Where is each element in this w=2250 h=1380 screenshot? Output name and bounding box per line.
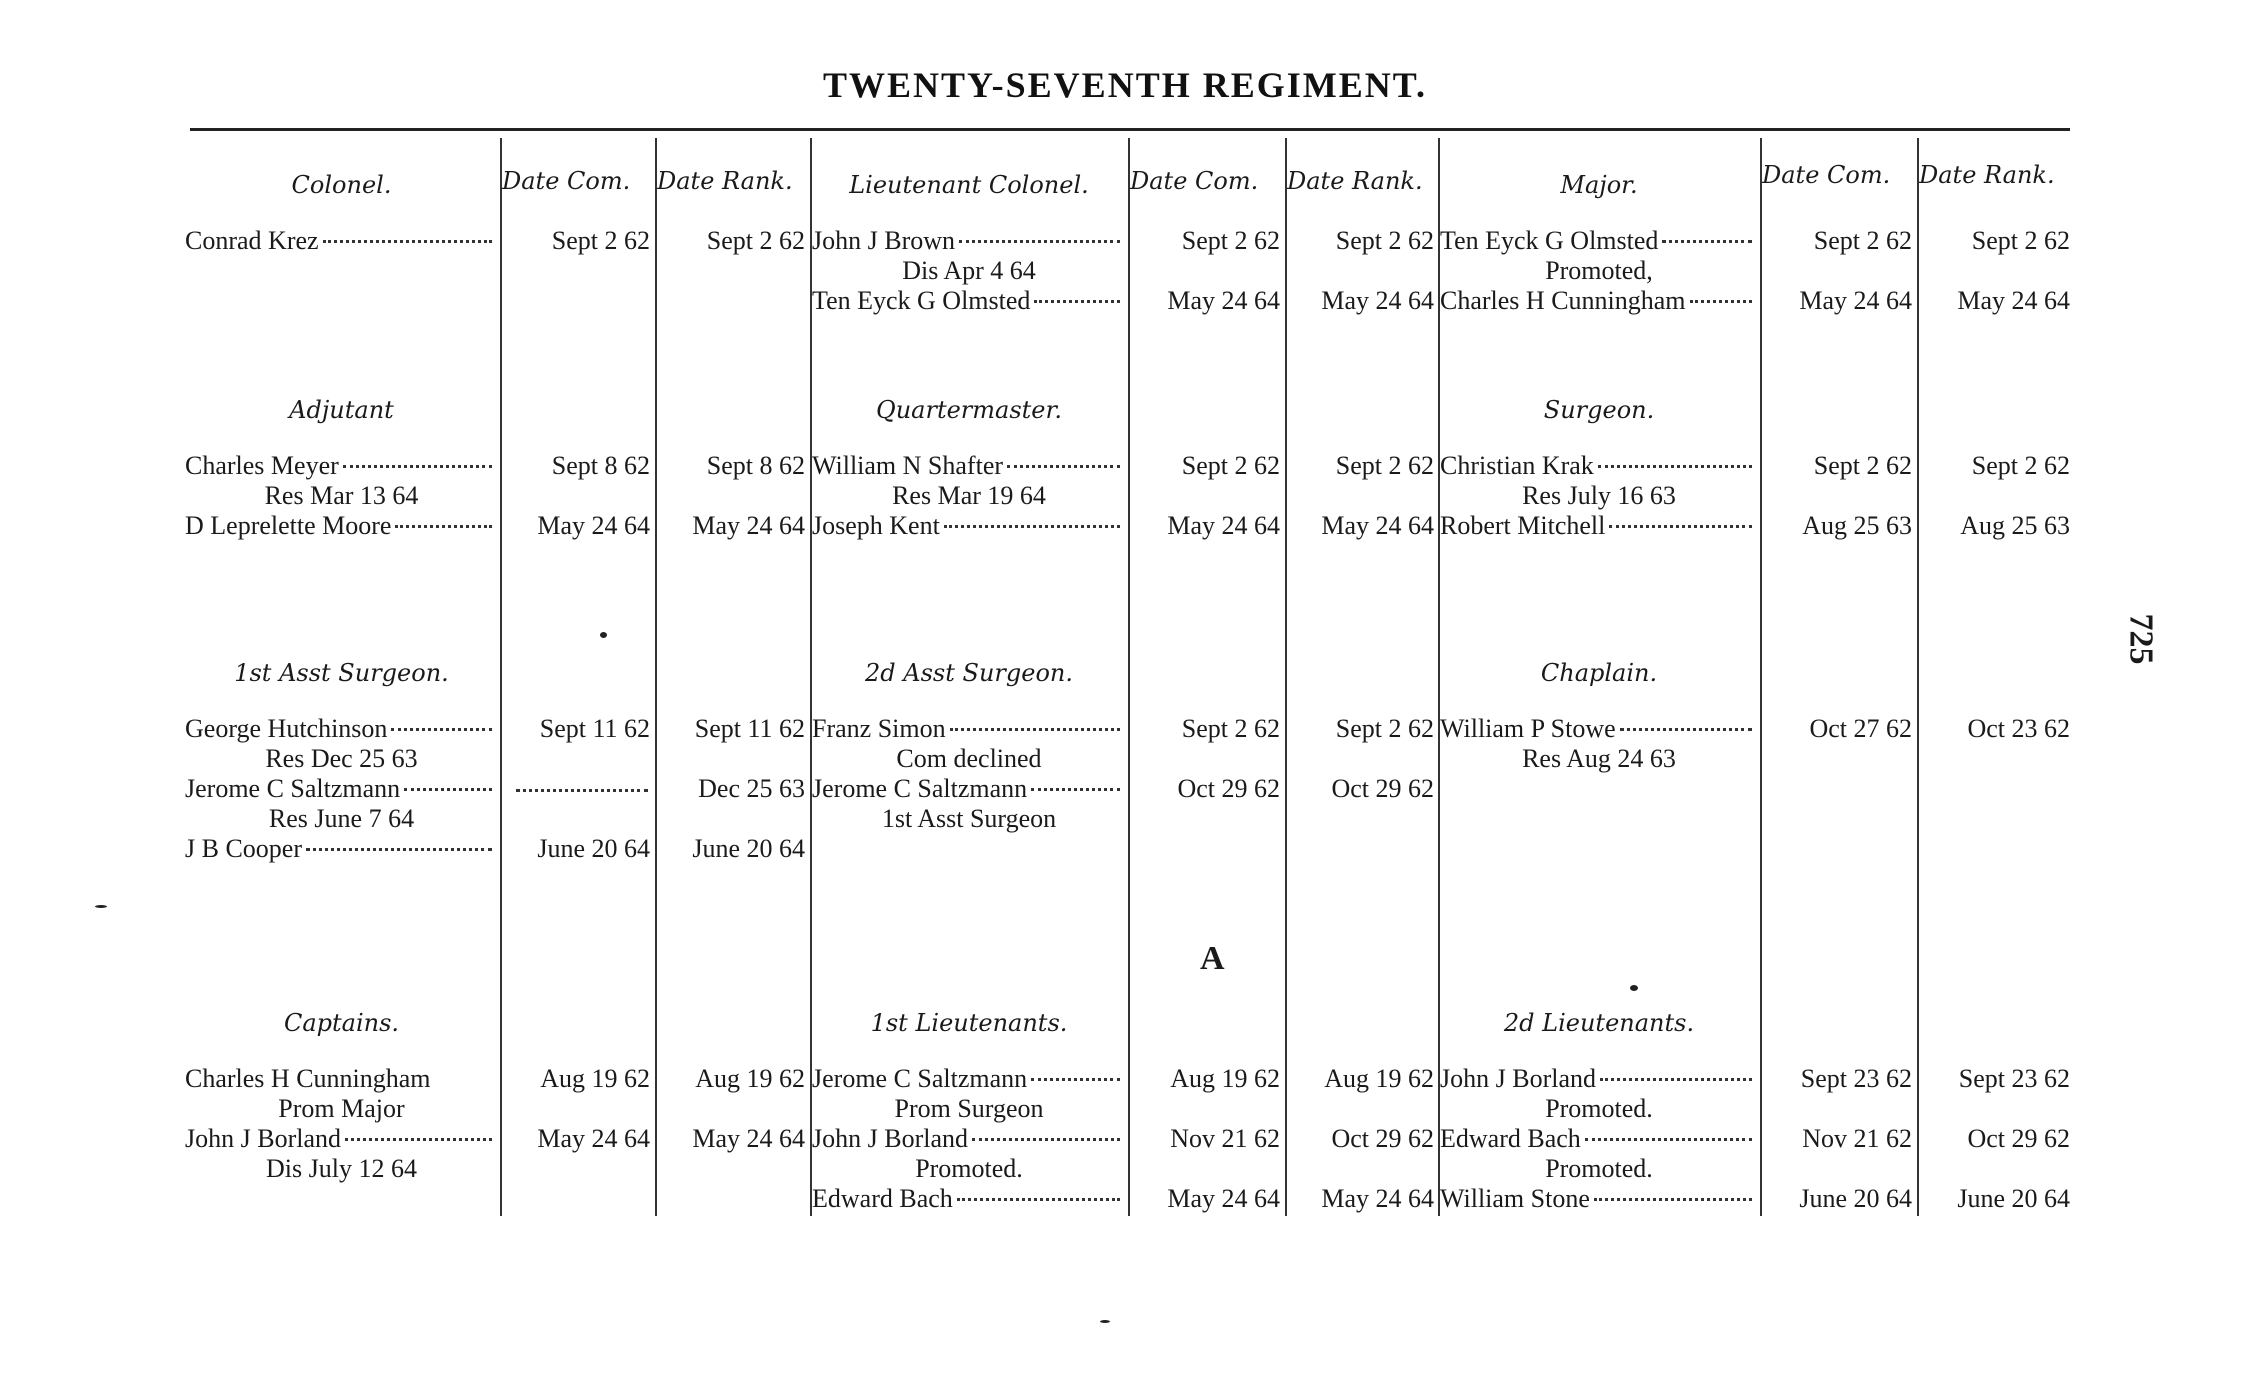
entry-note: Prom Major <box>278 1094 405 1123</box>
column-divider <box>655 138 657 1216</box>
date-commissioned: May 24 64 <box>537 511 650 540</box>
section-heading: Chaplain. <box>1540 659 1658 687</box>
leader-dots <box>1690 300 1752 303</box>
officer-name <box>812 1064 1126 1094</box>
date-commissioned: Aug 19 62 <box>1170 1064 1280 1093</box>
date-rank: Sept 23 62 <box>1958 1064 2070 1093</box>
officer-name <box>1440 1124 1758 1154</box>
leader-dots <box>306 848 492 851</box>
leader-dots <box>1600 1078 1752 1081</box>
leader-dots <box>343 465 492 468</box>
officer-name-text: Charles H Cunningham <box>185 1064 431 1093</box>
leader-dots <box>944 525 1120 528</box>
officer-name-text: Jerome C Saltzmann <box>812 774 1028 803</box>
leader-dots <box>1609 525 1752 528</box>
entry-note: Dis July 12 64 <box>266 1154 417 1183</box>
officer-name <box>185 1124 498 1154</box>
officer-name <box>185 774 498 804</box>
leader-dots <box>1598 465 1752 468</box>
date-rank: Sept 2 62 <box>1335 451 1434 480</box>
officer-name-text: Conrad Krez <box>185 226 319 255</box>
officer-name <box>1440 226 1758 256</box>
officer-name-text: Christian Krak <box>1440 451 1594 480</box>
date-commissioned: June 20 64 <box>537 834 650 863</box>
section-heading: 2d Asst Surgeon. <box>865 659 1073 687</box>
date-commissioned: Sept 23 62 <box>1800 1064 1912 1093</box>
officer-name-text: D Leprelette Moore <box>185 511 392 540</box>
date-commissioned: Sept 2 62 <box>1813 226 1912 255</box>
officer-name-text: Edward Bach <box>812 1184 953 1213</box>
page-title: TWENTY-SEVENTH REGIMENT. <box>822 65 1428 105</box>
officer-name-text: Robert Mitchell <box>1440 511 1606 540</box>
date-commissioned: Aug 19 62 <box>540 1064 650 1093</box>
date-commissioned: Oct 29 62 <box>1177 774 1280 803</box>
date-commissioned: May 24 64 <box>1799 286 1912 315</box>
col-header-date-com: Date Com. <box>502 167 631 195</box>
leader-dots <box>1662 240 1752 243</box>
entry-note: Promoted, <box>1545 256 1653 285</box>
date-commissioned: Sept 2 62 <box>1181 451 1280 480</box>
entry-note: Promoted. <box>915 1154 1023 1183</box>
officer-name-text: William N Shafter <box>812 451 1004 480</box>
officer-name <box>185 1064 498 1094</box>
officer-name-text: John J Borland <box>812 1124 968 1153</box>
officer-name-text: Ten Eyck G Olmsted <box>812 286 1031 315</box>
officer-name-text: Ten Eyck G Olmsted <box>1440 226 1659 255</box>
date-rank: Oct 29 62 <box>1331 774 1434 803</box>
officer-name-text: Jerome C Saltzmann <box>185 774 401 803</box>
date-commissioned: May 24 64 <box>537 1124 650 1153</box>
leader-dots <box>1031 788 1120 791</box>
leader-dots <box>391 728 492 731</box>
officer-name-text: Charles H Cunningham <box>1440 286 1686 315</box>
officer-name <box>185 451 498 481</box>
date-commissioned: June 20 64 <box>1799 1184 1912 1213</box>
officer-name <box>1440 511 1758 541</box>
date-commissioned: Sept 2 62 <box>1181 714 1280 743</box>
officer-name <box>1440 1064 1758 1094</box>
ink-speck <box>1630 985 1638 991</box>
date-rank: May 24 64 <box>1321 1184 1434 1213</box>
leader-dots <box>959 240 1120 243</box>
entry-note: Res July 16 63 <box>1522 481 1676 510</box>
leader-dots <box>1585 1138 1752 1141</box>
officer-name-text: John J Borland <box>185 1124 341 1153</box>
officer-name-text: Edward Bach <box>1440 1124 1581 1153</box>
officer-name <box>812 774 1126 804</box>
col-header-date-rank: Date Rank. <box>1919 161 2055 189</box>
officer-name <box>185 511 498 541</box>
section-heading: 1st Lieutenants. <box>870 1009 1068 1037</box>
section-heading: Surgeon. <box>1543 396 1655 424</box>
officer-name <box>185 226 498 256</box>
leader-dots <box>1620 728 1752 731</box>
section-heading: Lieutenant Colonel. <box>849 171 1089 199</box>
officer-name-text: Jerome C Saltzmann <box>812 1064 1028 1093</box>
ink-speck <box>600 632 607 638</box>
date-rank: Sept 11 62 <box>694 714 805 743</box>
date-commissioned: Sept 11 62 <box>539 714 650 743</box>
officer-name <box>812 1184 1126 1214</box>
officer-name-text: J B Cooper <box>185 834 302 863</box>
leader-dots <box>395 525 492 528</box>
company-letter: A <box>1200 940 1225 977</box>
officer-name-text: George Hutchinson <box>185 714 388 743</box>
entry-note: Res Mar 13 64 <box>264 481 419 510</box>
date-rank: May 24 64 <box>1321 511 1434 540</box>
leader-dots <box>1031 1078 1120 1081</box>
entry-note: Res Mar 19 64 <box>892 481 1046 510</box>
date-rank: May 24 64 <box>692 1124 805 1153</box>
entry-note: Com declined <box>896 744 1042 773</box>
date-commissioned: Nov 21 62 <box>1170 1124 1280 1153</box>
leader-dots <box>1034 300 1120 303</box>
leader-dots <box>404 788 492 791</box>
date-rank: June 20 64 <box>692 834 805 863</box>
section-heading: Quartermaster. <box>876 396 1062 424</box>
leader-dots <box>1594 1198 1752 1201</box>
date-commissioned: May 24 64 <box>1167 511 1280 540</box>
date-rank: Aug 19 62 <box>695 1064 805 1093</box>
officer-name-text: John J Borland <box>1440 1064 1596 1093</box>
date-rank: Sept 8 62 <box>706 451 805 480</box>
date-rank: Sept 2 62 <box>1971 226 2070 255</box>
date-commissioned: Sept 8 62 <box>551 451 650 480</box>
section-heading: Major. <box>1560 171 1638 199</box>
officer-name-text: William P Stowe <box>1440 714 1616 743</box>
date-rank: Sept 2 62 <box>706 226 805 255</box>
date-rank: Aug 19 62 <box>1324 1064 1434 1093</box>
leader-dots <box>1007 465 1120 468</box>
date-commissioned: Aug 25 63 <box>1802 511 1912 540</box>
section-heading: Adjutant <box>289 396 394 424</box>
date-commissioned: Sept 2 62 <box>1813 451 1912 480</box>
officer-name-text: Joseph Kent <box>812 511 940 540</box>
entry-note: Prom Surgeon <box>894 1094 1044 1123</box>
col-header-date-com: Date Com. <box>1762 161 1891 189</box>
officer-name <box>812 511 1126 541</box>
date-rank: Sept 2 62 <box>1335 226 1434 255</box>
date-rank: May 24 64 <box>1321 286 1434 315</box>
blank-date-leader <box>516 789 648 792</box>
entry-note: Promoted. <box>1545 1154 1653 1183</box>
officer-name <box>1440 286 1758 316</box>
officer-name <box>812 1124 1126 1154</box>
entry-note: Res Aug 24 63 <box>1522 744 1676 773</box>
leader-dots <box>345 1138 492 1141</box>
date-commissioned: Sept 2 62 <box>1181 226 1280 255</box>
title-rule <box>190 128 2070 131</box>
date-rank: Oct 29 62 <box>1331 1124 1434 1153</box>
entry-note: 1st Asst Surgeon <box>881 804 1057 833</box>
page-number: 725 <box>2122 613 2160 665</box>
leader-dots <box>972 1138 1120 1141</box>
date-rank: Aug 25 63 <box>1960 511 2070 540</box>
officer-name <box>1440 451 1758 481</box>
date-rank: Oct 29 62 <box>1967 1124 2070 1153</box>
date-rank: May 24 64 <box>1957 286 2070 315</box>
officer-name <box>185 714 498 744</box>
officer-name <box>812 286 1126 316</box>
officer-name-text: Charles Meyer <box>185 451 339 480</box>
section-heading: Captains. <box>283 1009 400 1037</box>
section-heading: 1st Asst Surgeon. <box>234 659 449 687</box>
officer-name <box>812 226 1126 256</box>
officer-name <box>185 834 498 864</box>
entry-note: Res June 7 64 <box>268 804 415 833</box>
date-rank: Sept 2 62 <box>1335 714 1434 743</box>
leader-dots <box>957 1198 1120 1201</box>
date-rank: May 24 64 <box>692 511 805 540</box>
leader-dots <box>950 728 1120 731</box>
leader-dots <box>323 240 492 243</box>
officer-name <box>812 451 1126 481</box>
date-commissioned: Oct 27 62 <box>1809 714 1912 743</box>
officer-name-text: Franz Simon <box>812 714 946 743</box>
column-divider <box>500 138 502 1216</box>
officer-name <box>812 714 1126 744</box>
date-rank: June 20 64 <box>1957 1184 2070 1213</box>
col-header-date-rank: Date Rank. <box>657 167 793 195</box>
section-heading: Colonel. <box>291 171 392 199</box>
section-heading: 2d Lieutenants. <box>1503 1009 1695 1037</box>
col-header-date-rank: Date Rank. <box>1287 167 1423 195</box>
entry-note: Promoted. <box>1545 1094 1653 1123</box>
entry-note: Dis Apr 4 64 <box>902 256 1036 285</box>
date-rank: Dec 25 63 <box>698 774 805 803</box>
date-rank: Sept 2 62 <box>1971 451 2070 480</box>
ink-speck <box>1100 1320 1110 1323</box>
date-commissioned: May 24 64 <box>1167 1184 1280 1213</box>
officer-name <box>1440 1184 1758 1214</box>
ink-speck <box>95 905 107 908</box>
entry-note: Res Dec 25 63 <box>265 744 418 773</box>
col-header-date-com: Date Com. <box>1130 167 1259 195</box>
date-commissioned: Sept 2 62 <box>551 226 650 255</box>
officer-name-text: William Stone <box>1440 1184 1590 1213</box>
officer-name-text: John J Brown <box>812 226 956 255</box>
date-rank: Oct 23 62 <box>1967 714 2070 743</box>
date-commissioned: Nov 21 62 <box>1802 1124 1912 1153</box>
officer-name <box>1440 714 1758 744</box>
date-commissioned: May 24 64 <box>1167 286 1280 315</box>
